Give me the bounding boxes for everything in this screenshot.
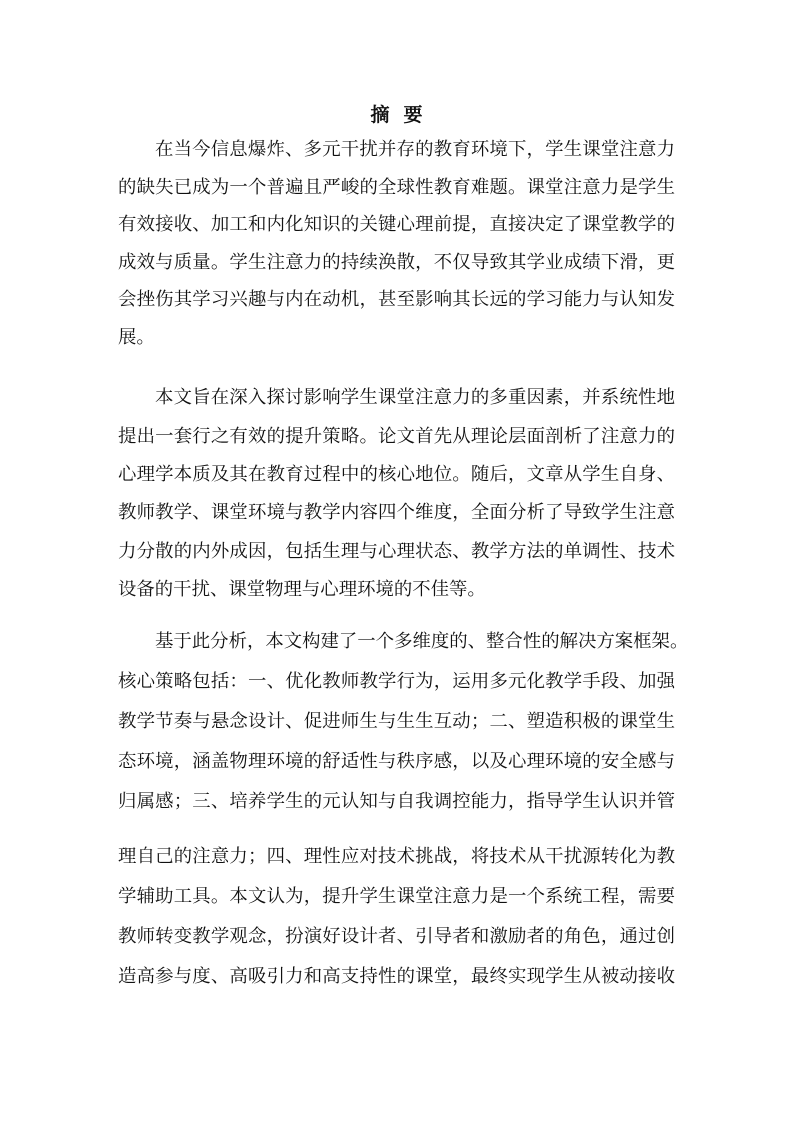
paragraph-line: 理自己的注意力；四、理性应对技术挑战，将技术从干扰源转化为教 (118, 846, 675, 867)
paragraph-line: 设备的干扰、课堂物理与心理环境的不佳等。 (118, 579, 486, 600)
paragraph-line: 造高参与度、高吸引力和高支持性的课堂，最终实现学生从被动接收 (118, 966, 675, 987)
paragraph-line: 有效接收、加工和内化知识的关键心理前提，直接决定了课堂教学的 (118, 214, 675, 235)
paragraph-line: 提出一套行之有效的提升策略。论文首先从理论层面剖析了注意力的 (118, 426, 675, 447)
paragraph-line: 态环境，涵盖物理环境的舒适性与秩序感，以及心理环境的安全感与 (118, 751, 675, 772)
paragraph-line: 的缺失已成为一个普遍且严峻的全球性教育难题。课堂注意力是学生 (118, 177, 675, 198)
paragraph-line: 归属感；三、培养学生的元认知与自我调控能力，指导学生认识并管 (118, 791, 675, 812)
paragraph-line: 展。 (118, 327, 155, 348)
paragraph-line: 教师教学、课堂环境与教学内容四个维度，全面分析了导致学生注意 (118, 502, 675, 523)
paragraph-line: 学辅助工具。本文认为，提升学生课堂注意力是一个系统工程，需要 (118, 886, 675, 907)
page-title: 摘要 (370, 104, 437, 126)
paragraph-line: 本文旨在深入探讨影响学生课堂注意力的多重因素，并系统性地 (155, 387, 675, 408)
paragraph-line: 心理学本质及其在教育过程中的核心地位。随后，文章从学生自身、 (118, 464, 675, 485)
paragraph-line: 基于此分析，本文构建了一个多维度的、整合性的解决方案框架。 (155, 631, 689, 652)
paragraph-line: 在当今信息爆炸、多元干扰并存的教育环境下，学生课堂注意力 (155, 139, 675, 160)
paragraph-line: 会挫伤其学习兴趣与内在动机，甚至影响其长远的学习能力与认知发 (118, 289, 675, 310)
paragraph-line: 教师转变教学观念，扮演好设计者、引导者和激励者的角色，通过创 (118, 926, 675, 947)
paragraph-line: 核心策略包括：一、优化教师教学行为，运用多元化教学手段、加强 (118, 671, 675, 692)
paragraph-line: 力分散的内外成因，包括生理与心理状态、教学方法的单调性、技术 (118, 541, 675, 562)
paragraph-line: 教学节奏与悬念设计、促进师生与生生互动；二、塑造积极的课堂生 (118, 711, 675, 732)
paragraph-line: 成效与质量。学生注意力的持续涣散，不仅导致其学业成绩下滑，更 (118, 252, 675, 273)
